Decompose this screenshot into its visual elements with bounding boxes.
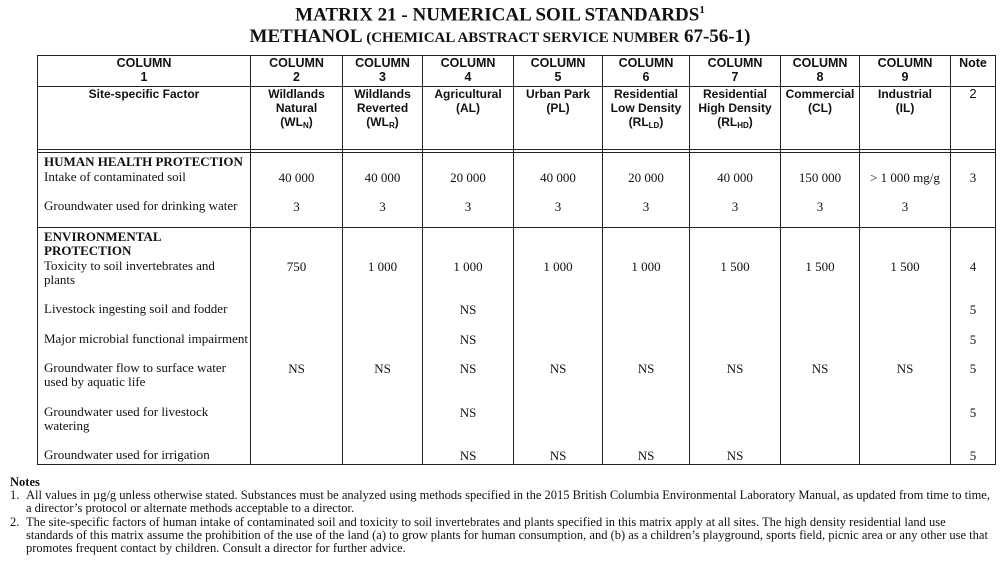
column-header-9: COLUMN 9 bbox=[860, 56, 951, 87]
factor-groundwater-livestock: Groundwater used for livestock watering bbox=[44, 404, 209, 433]
factor-groundwater-irrigation: Groundwater used for irrigation bbox=[44, 447, 210, 462]
column-header-4: COLUMN 4 bbox=[423, 56, 514, 87]
factor-toxicity-invertebrates: Toxicity to soil invertebrates and plants bbox=[44, 258, 215, 287]
note-ref-header: 2 bbox=[951, 87, 996, 150]
column-header-8: COLUMN 8 bbox=[781, 56, 860, 87]
column-header-2: COLUMN 2 bbox=[251, 56, 343, 87]
section-heading-environmental: ENVIRONMENTAL PROTECTION bbox=[44, 229, 161, 258]
human-health-section bbox=[38, 153, 996, 228]
environmental-col9: 1 500 NS bbox=[860, 228, 951, 465]
land-use-commercial: Commercial (CL) bbox=[781, 87, 860, 150]
environmental-col4: 1 000 NS NS NS NS NS bbox=[423, 228, 514, 465]
environmental-col3: 1 000 NS bbox=[343, 228, 423, 465]
section-heading-human-health: HUMAN HEALTH PROTECTION bbox=[44, 154, 243, 169]
environmental-factors bbox=[38, 228, 251, 465]
title-text: MATRIX 21 - NUMERICAL SOIL STANDARDS bbox=[295, 4, 700, 26]
environmental-section bbox=[38, 228, 996, 465]
note-text: The site-specific factors of human intake of contaminated soil and toxicity to soil invertebrates and plants specified in this matrix apply at all sites. The high density residential land use standards of this matrix assume the prohibition of the use of the land (a) to grow plants for human consumption, and (b) as a children’s playground, sports field, picnic area or any other use that promotes frequent contact by children. Consult a director for further advice. bbox=[26, 514, 988, 556]
human-health-col4: 20 000 3 bbox=[423, 153, 514, 228]
factor-intake-soil: Intake of contaminated soil bbox=[44, 169, 186, 184]
chemical-name: METHANOL bbox=[249, 26, 362, 47]
factor-microbial-impairment: Major microbial functional impairment bbox=[44, 331, 248, 346]
cas-label: (CHEMICAL ABSTRACT SERVICE NUMBER bbox=[366, 30, 680, 46]
soil-standards-table bbox=[37, 55, 996, 465]
note-header: Note bbox=[951, 56, 996, 87]
chemical-subtitle bbox=[0, 26, 1000, 48]
human-health-col6: 20 000 3 bbox=[603, 153, 690, 228]
column-header-6: COLUMN 6 bbox=[603, 56, 690, 87]
note-item-1: 1. All values in µg/g unless otherwise stated. Substances must be analyzed using methods specified in the 2015 British Columbia Environmental Laboratory Manual, as updated from time to time, a director’s protocol or alternate methods acceptable to a director. bbox=[10, 488, 990, 516]
factor-livestock-ingesting: Livestock ingesting soil and fodder bbox=[44, 301, 228, 316]
environmental-col8: 1 500 NS bbox=[781, 228, 860, 465]
human-health-col8: 150 000 3 bbox=[781, 153, 860, 228]
environmental-notes: 4 5 5 5 5 5 bbox=[951, 228, 996, 465]
environmental-col5: 1 000 NS NS bbox=[514, 228, 603, 465]
factor-groundwater-drinking: Groundwater used for drinking water bbox=[44, 198, 238, 213]
site-specific-factor-header: Site-specific Factor bbox=[38, 87, 251, 150]
human-health-col7: 40 000 3 bbox=[690, 153, 781, 228]
notes-section bbox=[10, 476, 995, 555]
land-use-residential-low-density: Residential Low Density $(RL_{LD})$ bbox=[603, 87, 690, 150]
human-health-factors bbox=[38, 153, 251, 228]
land-use-agricultural: Agricultural (AL) bbox=[423, 87, 514, 150]
column-header-5: COLUMN 5 bbox=[514, 56, 603, 87]
human-health-col5: 40 000 3 bbox=[514, 153, 603, 228]
note-text: All values in µg/g unless otherwise stated. Substances must be analyzed using methods specified in the 2015 British Columbia Environmental Laboratory Manual, as updated from time to time, a director’s protocol or alternate methods acceptable to a director. bbox=[26, 488, 990, 516]
notes-heading: Notes bbox=[10, 475, 40, 489]
matrix-title bbox=[0, 4, 1000, 26]
land-use-row bbox=[38, 87, 996, 150]
column-header-3: COLUMN 3 bbox=[343, 56, 423, 87]
human-health-col9: > 1 000 mg/g 3 bbox=[860, 153, 951, 228]
column-header-1: COLUMN 1 bbox=[38, 56, 251, 87]
human-health-col2: 40 000 3 bbox=[251, 153, 343, 228]
column-number-row bbox=[38, 56, 996, 87]
land-use-urban-park: Urban Park (PL) bbox=[514, 87, 603, 150]
note-item-2: 2. The site-specific factors of human intake of contaminated soil and toxicity to soil invertebrates and plants specified in this matrix apply at all sites. The high density residential land use standards of this matrix assume the prohibition of the use of the land (a) to grow plants for human consumption, and (b) as a children’s playground, sports field, picnic area or any other use that promotes frequent contact by children. Consult a director for further advice. bbox=[10, 514, 988, 556]
title-footnote-ref: 1 bbox=[699, 4, 705, 16]
land-use-residential-high-density: Residential High Density $(RL_{HD})$ bbox=[690, 87, 781, 150]
land-use-wildlands-reverted: Wildlands Reverted $(WL_R)$ bbox=[343, 87, 423, 150]
column-header-7: COLUMN 7 bbox=[690, 56, 781, 87]
human-health-col3: 40 000 3 bbox=[343, 153, 423, 228]
land-use-industrial: Industrial (IL) bbox=[860, 87, 951, 150]
environmental-col6: 1 000 NS NS bbox=[603, 228, 690, 465]
land-use-wildlands-natural: Wildlands Natural $(WL_N)$ bbox=[251, 87, 343, 150]
environmental-col7: 1 500 NS NS bbox=[690, 228, 781, 465]
cas-number: 67-56-1) bbox=[683, 26, 751, 47]
environmental-col2: 750 NS bbox=[251, 228, 343, 465]
human-health-notes: 3 bbox=[951, 153, 996, 228]
factor-groundwater-aquatic: Groundwater flow to surface water used by aquatic life bbox=[44, 360, 226, 389]
